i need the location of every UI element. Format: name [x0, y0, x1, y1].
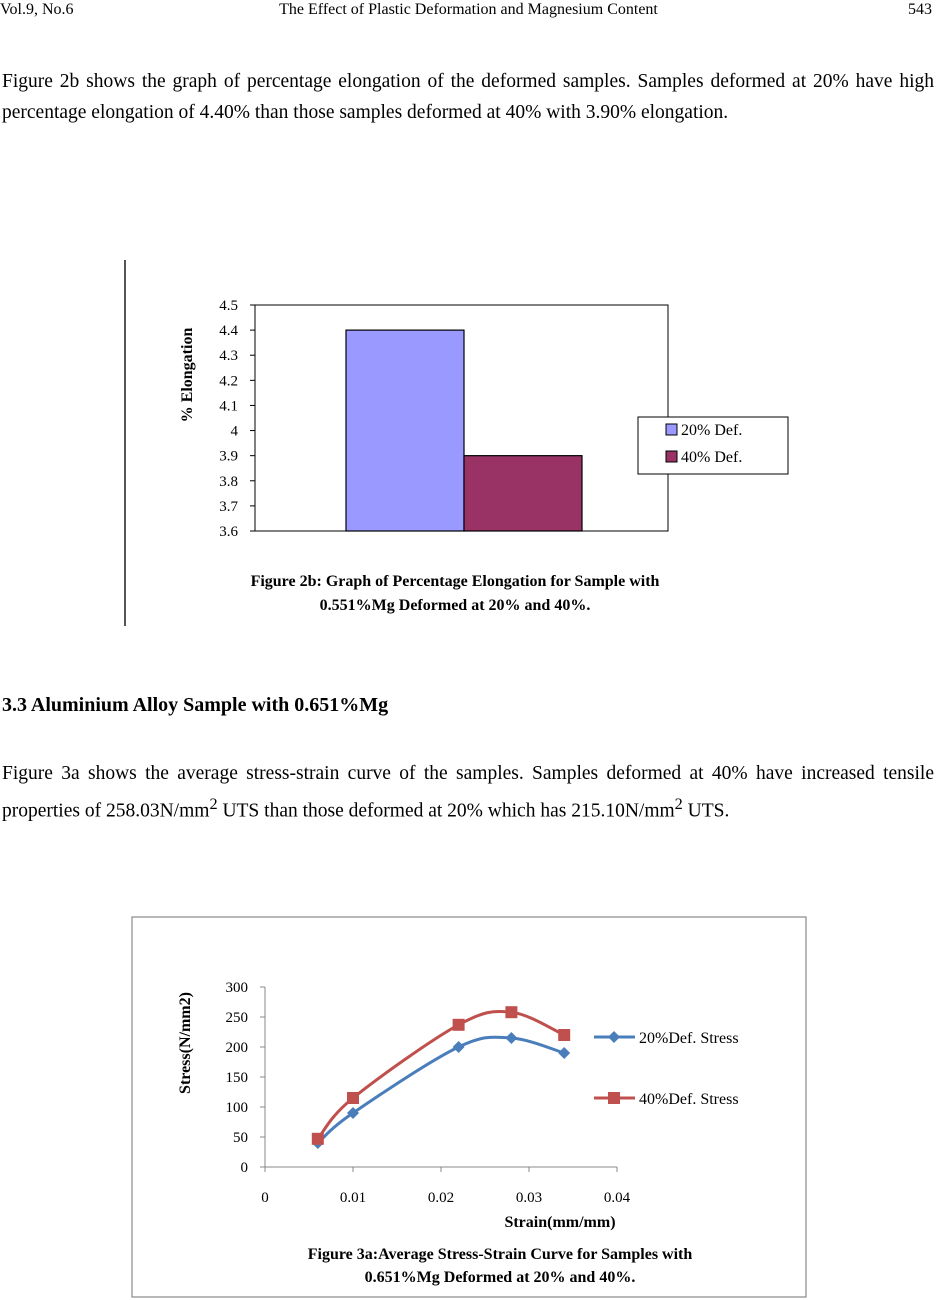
header-volume: Vol.9, No.6	[0, 1, 74, 18]
figure-caption-line2: 0.551%Mg Deformed at 20% and 40%.	[319, 597, 591, 614]
data-point-square	[312, 1133, 324, 1145]
y-tick-label: 4	[230, 423, 238, 440]
y-tick-label: 3.6	[219, 524, 238, 540]
x-tick-label: 0.03	[515, 1190, 543, 1206]
y-tick-label: 200	[225, 1040, 248, 1056]
y-tick-label: 50	[233, 1130, 248, 1146]
para2-text-1: Figure 3a shows the average stress-strain curve of the samples. Samples deformed at 40% have increased tensile properties of 258.03N/mm	[2, 763, 934, 822]
data-point-square	[505, 1006, 517, 1018]
x-axis-title: Strain(mm/mm)	[504, 1214, 616, 1231]
y-tick-label: 0	[240, 1160, 248, 1176]
data-point-square	[453, 1019, 465, 1031]
y-tick-label: 150	[225, 1070, 248, 1086]
figure-caption-line1: Figure 3a:Average Stress-Strain Curve for Samples with	[307, 1246, 693, 1263]
y-tick-label: 4.4	[219, 323, 238, 340]
y-tick-label: 4.2	[219, 373, 238, 390]
data-point-square	[347, 1092, 359, 1104]
y-tick-label: 100	[225, 1100, 248, 1116]
paragraph-figure-2b: Figure 2b shows the graph of percentage elongation of the deformed samples. Samples deformed at 20% have high percentage elongation of 4.40% than those samples deformed at 40% with 3.90% elongation.	[2, 71, 934, 123]
y-tick-label: 250	[225, 1010, 248, 1026]
y-axis-title: % Elongation	[179, 327, 196, 423]
para2-text-2: UTS than those deformed at 20% which has 215.10N/mm	[217, 800, 675, 822]
figure-caption-line2: 0.651%Mg Deformed at 20% and 40%.	[364, 1269, 636, 1286]
y-tick-label: 4.1	[219, 398, 238, 415]
legend-label: 40% Def.	[681, 449, 743, 466]
y-tick-label: 3.7	[219, 498, 238, 515]
y-tick-label: 3.9	[219, 448, 238, 465]
para2-sup-2: 2	[674, 795, 683, 813]
section-heading: 3.3 Aluminium Alloy Sample with 0.651%Mg	[2, 694, 389, 716]
figure-caption-line1: Figure 2b: Graph of Percentage Elongation for Sample with	[250, 573, 660, 590]
para2-text-3: UTS.	[682, 800, 730, 822]
data-point-square	[558, 1029, 570, 1041]
x-tick-label: 0.01	[339, 1190, 367, 1206]
y-tick-label: 4.3	[219, 348, 238, 365]
x-tick-label: 0	[261, 1190, 269, 1206]
y-tick-label: 4.5	[219, 298, 238, 314]
legend-marker	[608, 1092, 620, 1104]
header-page-number: 543	[908, 1, 932, 18]
legend-label: 40%Def. Stress	[639, 1091, 739, 1108]
para2-sup-1: 2	[209, 795, 218, 813]
legend-label: 20% Def.	[681, 422, 743, 439]
legend-label: 20%Def. Stress	[639, 1030, 739, 1047]
x-tick-label: 0.04	[603, 1190, 631, 1206]
header-title: The Effect of Plastic Deformation and Magnesium Content	[279, 1, 658, 18]
x-tick-label: 0.02	[427, 1190, 455, 1206]
y-tick-label: 300	[225, 980, 248, 996]
y-tick-label: 3.8	[219, 473, 238, 490]
y-axis-title: Stress(N/mm2)	[177, 992, 194, 1094]
